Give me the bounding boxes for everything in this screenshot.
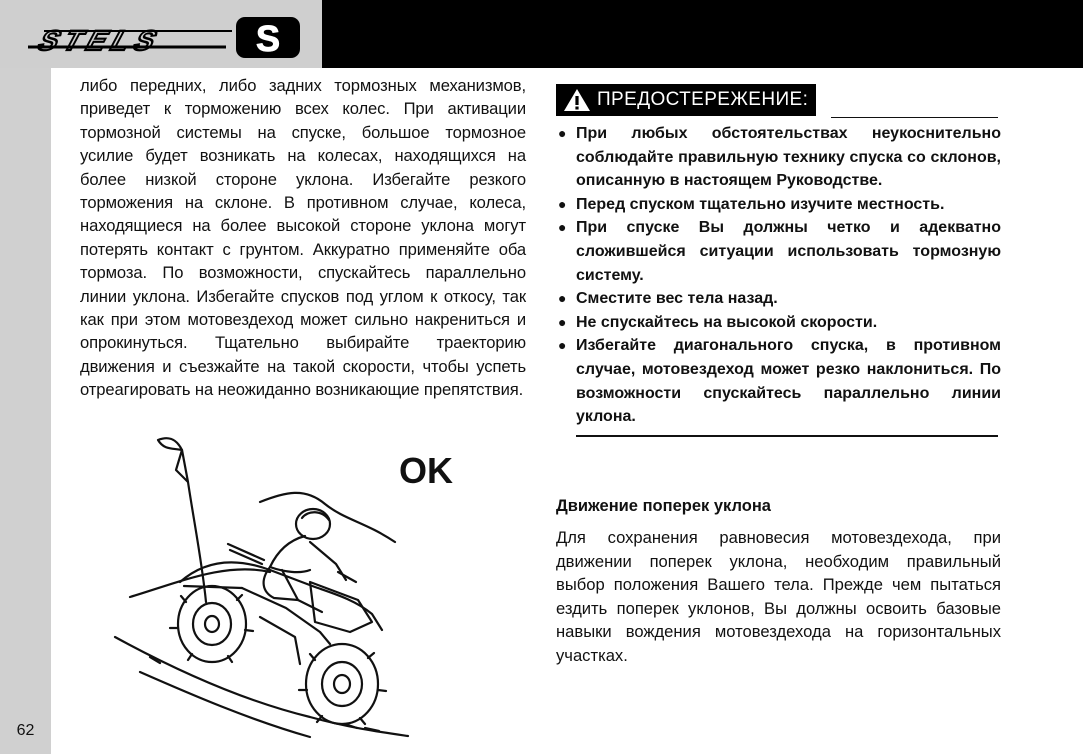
brand-logo bbox=[0, 0, 322, 68]
warning-item: ● Избегайте диагонального спуска, в противном случае, мотовездеход может резко наклониться. По возможности спускайтесь параллельно линии уклона. bbox=[556, 334, 1001, 428]
bullet-icon: ● bbox=[558, 290, 567, 307]
warning-title-box bbox=[556, 84, 816, 116]
stels-logo-icon bbox=[0, 0, 322, 68]
bullet-icon: ● bbox=[558, 219, 567, 236]
warning-block bbox=[556, 84, 1001, 437]
warning-item: ● Сместите вес тела назад. bbox=[556, 287, 1001, 311]
warning-title: ПРЕДОСТЕРЕЖЕНИЕ: bbox=[597, 89, 809, 110]
ok-label: OK bbox=[399, 450, 453, 491]
atv-rider-icon bbox=[110, 432, 410, 744]
svg-text:S: S bbox=[255, 18, 281, 59]
warning-title-underline bbox=[831, 117, 998, 118]
warning-item: ● При спуске Вы должны четко и адекватно сложившейся ситуации использовать тормозную систему. bbox=[556, 216, 1001, 287]
warning-header bbox=[556, 84, 1001, 118]
warning-item: ● Не спускайтесь на высокой скорости. bbox=[556, 311, 1001, 335]
svg-text:STELS: STELS bbox=[31, 25, 169, 57]
page-number: 62 bbox=[16, 722, 35, 739]
warning-item: ● При любых обстоятельствах неукоснительно соблюдайте правильную технику спуска со склонов, описанную в настоящем Руководстве. bbox=[556, 122, 1001, 193]
section-body: Для сохранения равновесия мотовездехода, при движении поперек уклона, необходим правильный выбор положения Вашего тела. Прежде чем пытаться ездить поперек уклонов, Вы должны освоить базовые навыки вождения мотовездехода на горизонтальных участках. bbox=[556, 528, 1001, 665]
bullet-icon: ● bbox=[558, 125, 567, 141]
warning-item: ● Перед спуском тщательно изучите местность. bbox=[556, 193, 1001, 217]
warning-list bbox=[556, 122, 1001, 429]
left-column bbox=[80, 74, 526, 402]
page-sidebar bbox=[0, 68, 51, 754]
warning-bottom-rule bbox=[576, 435, 998, 437]
section-title: Движение поперек уклона bbox=[556, 497, 771, 515]
bullet-icon: ● bbox=[558, 195, 567, 212]
bullet-icon: ● bbox=[558, 337, 567, 354]
page-header bbox=[0, 0, 1083, 68]
atv-illustration bbox=[110, 432, 410, 749]
braking-paragraph: либо передних, либо задних тормозных механизмов, приведет к торможению всех колес. При активации тормозной системы на спуске, большое тормозное усилие будет возникать на колесах, находящихся на более низкой стороне уклона. Избегайте резкого торможения на склоне. В противном случае, колеса, находящиеся на более высокой стороне уклона могут потерять контакт с грунтом. Аккуратно применяйте оба тормоза. По возможности, спускайтесь параллельно линии уклона. Избегайте спусков под углом к откосу, так как при этом мотовездеход может сильно накрениться и опрокинуться. Тщательно выбирайте траекторию движения и съезжайте на такой скорости, чтобы успеть отреагировать на неожиданно возникающие препятствия. bbox=[80, 76, 526, 400]
bullet-icon: ● bbox=[558, 313, 567, 330]
warning-triangle-icon bbox=[562, 87, 592, 113]
